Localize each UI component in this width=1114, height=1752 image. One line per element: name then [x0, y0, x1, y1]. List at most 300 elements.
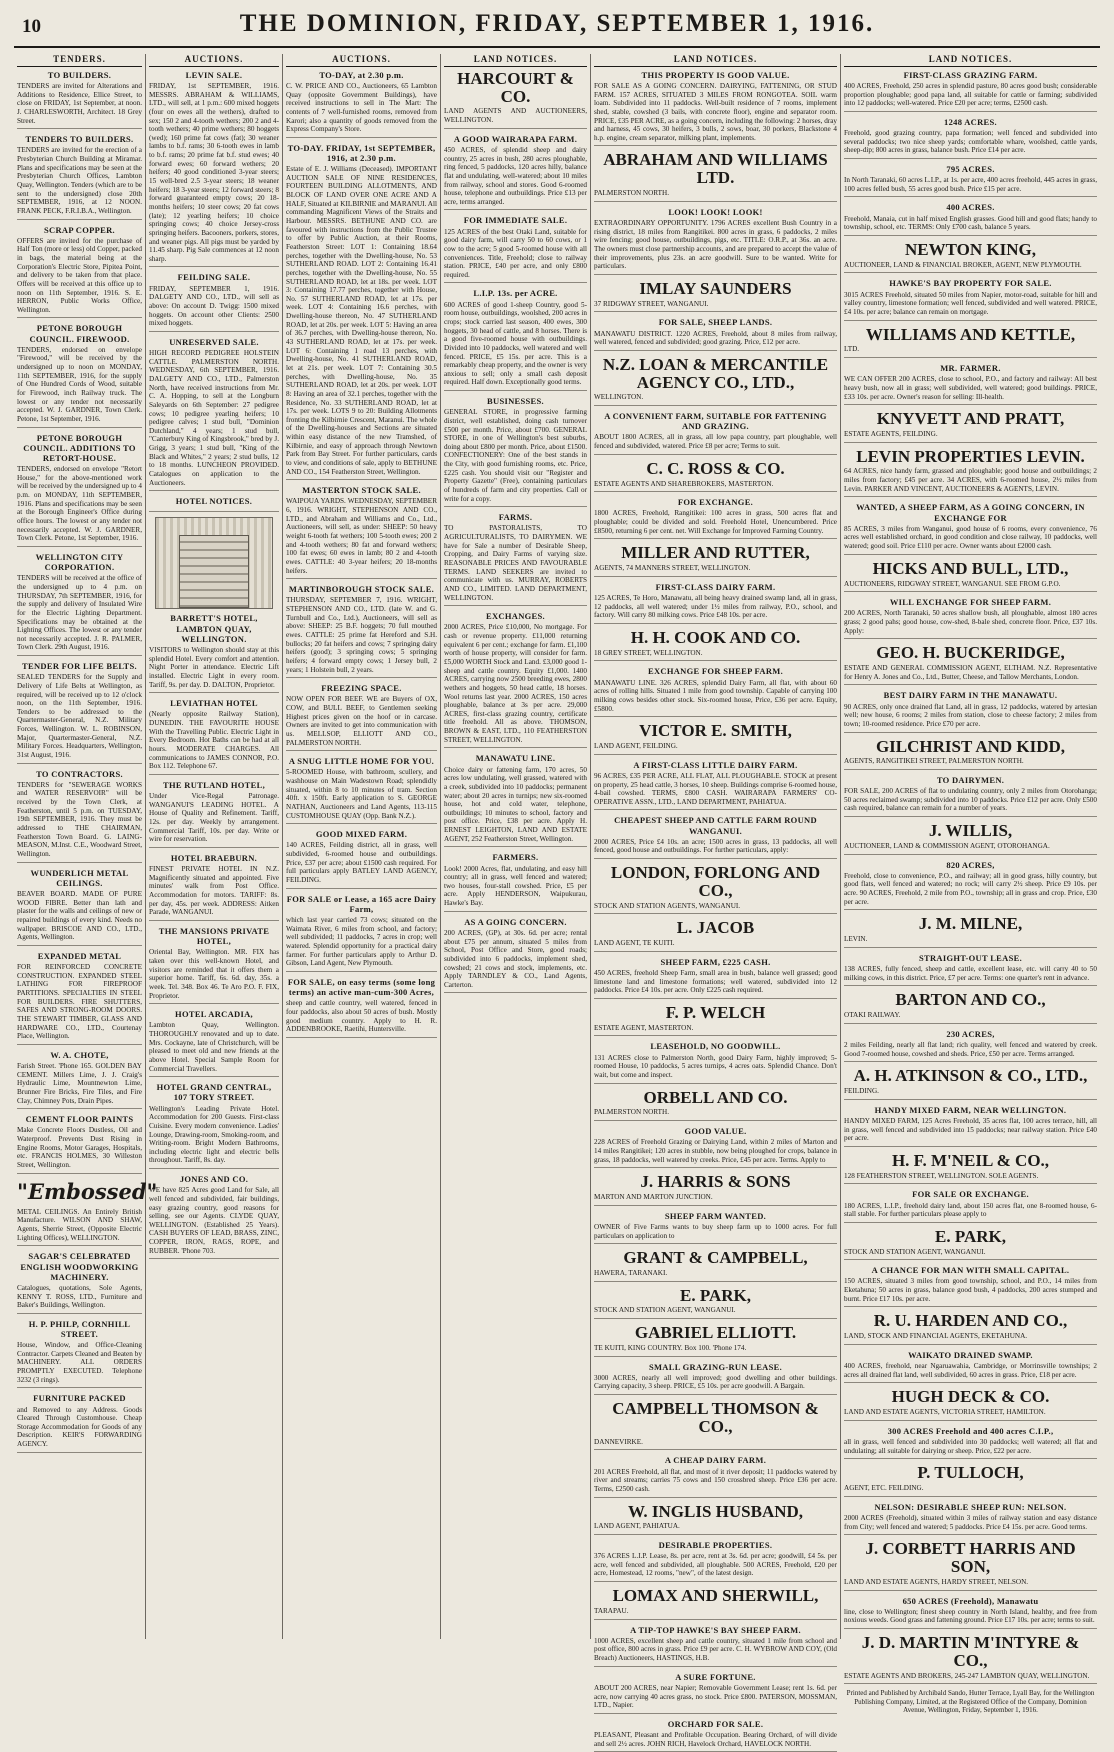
advertisement [844, 775, 1097, 817]
ad-body: 1800 ACRES, Freehold, Rangitikei: 100 acres in grass, 500 acres flat and ploughable; could be divided and sold. Freehold Hotel, Unencumbered. Price £8500, returning 6 per cent. net. Will Exchange for Improved Farming Country. [594, 509, 837, 535]
advertisement [844, 410, 1097, 442]
ad-body: AGENT, ETC. FEILDING. [844, 1484, 924, 1493]
advertisement [594, 1041, 837, 1083]
advertisement [844, 1152, 1097, 1184]
ad-body: WE CAN OFFER 200 ACRES, close to school, P.O., and factory and railway: All best heavy bush, now all in grass; well subdivided, well watered; good buildings. PRICE, £33 10s. per acre. Owner's reason for selling: Ill-health. [844, 375, 1097, 401]
ad-body: MANAWATU LINE. 326 ACRES, splendid Dairy Farm, all flat, with about 60 acres of rolling hills. Situated 1 mile from good township. Capable of carrying 100 milking cows besides other stock. Six-roomed house, Price, £36 per acre. Equity, £5800. [594, 678, 837, 713]
advertisement [844, 241, 1097, 273]
ad-body: 450 ACRES, of splendid sheep and dairy country, 25 acres in bush, 280 acres ploughable, ring fenced, 5 paddocks, 120 acres hilly, balance flat and undulating, well-watered; about 10 miles from railway, school and stores. Good 6-roomed house, telephone and outbuildings. Price £13 per acre, terms arranged. [444, 145, 587, 206]
advertisement [594, 151, 837, 201]
ad-body: METAL CEILINGS. An Entirely British Manufacture. WILSON AND SHAW, Agents, Sherrie Street, (Opposite Electric Lighting Offices), WELLINGTON. [17, 1207, 142, 1242]
advertisement [594, 1455, 837, 1497]
advertisement [844, 502, 1097, 554]
ad-headline: TO BUILDERS. [47, 69, 112, 80]
ad-headline: DESIRABLE PROPERTIES. [658, 1539, 773, 1550]
ad-body: 600 ACRES of good 1-sheep Country, good 5-room house, outbuildings, woolshed, 200 acres in crops; stock carried last season, 400 ewes, 300 hoggets, 30 head of cattle, and 8 horses. There is a good five-roomed house with outbuildings. Divided into 10 paddocks, well watered and well fenced. PRICE, £5 15s. per acre. This is a remarkably cheap property, and the owner is very anxious to sell; only a small cash deposit required. Half down. Exceptionally good terms. [444, 300, 587, 387]
advertisement [594, 1503, 837, 1535]
ad-body: FOR SALE AS A GOING CONCERN. DAIRYING, FATTENING, OR STUD FARM. 157 ACRES, SITUATED 3 MILES FROM RONGOTEA. SOIL warm loam. Subdivided into 11 paddocks. Well-built residence of 7 rooms, implement shed, stable, cowshed (3 bails, with concrete floor), engine and separator room. PRICE, £35 PER ACRE, as a going concern, including the following: 2 horses, dray and harness, 45 cows, 30 heifers, 3 bulls, 2 sows, boar, 30 porkers, Blackstone 4 h.p. engine, cream separator, milking plant, implements. [594, 81, 837, 142]
ad-headline: A TIP-TOP HAWKE'S BAY SHEEP FARM. [630, 1624, 801, 1635]
advertiser-name: L. JACOB [676, 918, 755, 938]
advertisement [17, 1114, 142, 1173]
ad-body: Under Vice-Regal Patronage. WANGANUI'S LEADING HOTEL. A House of Quality and Refinement. Tariff, 12s. per day. Weekly by arrangement. Commercial Tariff, 10s. per day. Write or wire for reservation. [149, 792, 279, 844]
ad-body: 228 ACRES of Freehold Grazing or Dairying Land, within 2 miles of Marton and 14 miles Rangitikei; 120 acres in stubble, now being ploughed for crops, balance in grass, 18 paddocks, well watered by creeks. Price, £45 per acre. Terms. Apply to [594, 1138, 837, 1164]
ad-headline: STRAIGHT-OUT LEASE. [918, 952, 1022, 963]
ad-body: LAND AGENT, PAHIATUA. [594, 1522, 680, 1531]
ad-headline: LEVIN SALE. [185, 69, 243, 80]
ad-headline: A SNUG LITTLE HOME FOR YOU. [288, 756, 435, 767]
advertisement [17, 134, 142, 219]
ad-body: DANNEVIRKE. [594, 1437, 643, 1446]
ad-headline: AS A GOING CONCERN. [464, 916, 567, 927]
ad-body: Look! 2000 Acres, flat, undulating, and easy hill country; all in grass, well fenced and watered; two houses, four-stall cowshed. Price, £5 per acre. Apply HENDERSON, Waipukurau, Hawke's Bay. [444, 864, 587, 908]
advertisement [844, 991, 1097, 1023]
ad-body: Wellington's Leading Private Hotel. Accommodation for 200 Guests. First-class Cuisine. Every modern convenience. Ladies' Lounge, Drawing-room, Smoking-room, and Writing-room. Bright Modern Bathrooms, including electric light and electric bells throughout. Tariff, 8s. day. [149, 1104, 279, 1165]
ad-body: 37 RIDGWAY STREET, WANGANUI. [594, 299, 709, 308]
advertisement [17, 1251, 142, 1313]
advertiser-name: J. D. MARTIN M'INTYRE & CO., [861, 1633, 1080, 1670]
advertisement [17, 1050, 142, 1109]
ad-body: Choice dairy or fattening farm, 170 acres, 50 acres low undulating, well grassed, watered with a creek, subdivided into 10 paddocks; permanent water; about 20 acres in turnips; new six-roomed house, hot and cold water, telephone, outbuildings; 10 minutes to school, factory and post office. Price, £38 per acre. Apply H. ERNEST LEIGHTON, LAND AND ESTATE AGENT, 252 Featherston Street, Wellington. [444, 765, 587, 843]
advertisement [17, 225, 142, 319]
ad-body: LAND AND ESTATE AGENTS, HARDY STREET, NELSON. [844, 1577, 1029, 1586]
advertisement [844, 1426, 1097, 1459]
ad-headline: HOTEL NOTICES. [175, 496, 253, 507]
advertisement [594, 1625, 837, 1667]
column-header: LAND NOTICES. [844, 54, 1097, 67]
ad-headline: WAIKATO DRAINED SWAMP. [908, 1349, 1033, 1360]
ad-body: 125 ACRES of the best Otaki Land, suitable for good dairy farm, will carry 50 to 60 cows, or 1 cow to the acre; 5 good 5-roomed house with all conveniences. Title, Freehold; close to railway station. PRICE, £40 per acre, and only £800 required. [444, 227, 587, 279]
ad-body: FRIDAY, SEPTEMBER 1, 1916. DALGETY AND CO., LTD., will sell as above: On account D. Twigg: 1500 mixed hoggets. On account other Clients: 2500 mixed hoggets. [149, 284, 279, 328]
advertisement [844, 1634, 1097, 1684]
advertisement [594, 1287, 837, 1319]
ad-headline: FOR SALE, on easy terms (some long terms) an active man-cum-300 Acres, [287, 976, 436, 998]
advertiser-name: MILLER AND RUTTER, [621, 543, 810, 563]
ad-body: Farish Street. 'Phone 165. GOLDEN BAY CEMENT. Millers Lime, J. J. Craig's Hydraulic Lime, Mountnewton Lime, Brunner Fire Bricks, Fire Tiles, and Fire Clay, Chimney Pots, Drain Pipes. [17, 1061, 142, 1105]
ad-headline: A SURE FORTUNE. [675, 1671, 756, 1682]
advertisement [17, 323, 142, 427]
advertisement [594, 919, 837, 951]
column-header: TENDERS. [17, 54, 142, 67]
ad-body: FEILDING. [844, 1087, 879, 1096]
advertisement [149, 496, 279, 512]
ad-body: ABOUT 1800 ACRES, all in grass, all low papa country, part ploughable, well fenced and subdivided, watered. Price £8 per acre; Terms to suit. [594, 433, 837, 451]
advertisement [594, 356, 837, 406]
advertisement [444, 288, 587, 391]
advertisement [17, 1319, 142, 1389]
column-header: AUCTIONS. [149, 54, 279, 67]
ad-body: 138 ACRES, fully fenced, sheep and cattle, excellent lease, etc. will carry 40 to 50 milking cows, in this district. Price, £7 per acre. Terms: one quarter's rent in advance. [844, 965, 1097, 982]
ad-headline: MANAWATU LINE. [475, 753, 556, 764]
publisher-imprint: Printed and Published by Archibald Sando, Hutter Terrace, Lyall Bay, for the Wellington Publishing Company, Limited, at the Registered Office of the Company, Dominion Avenue, Wellington, Friday, September 1, 1916. [846, 1689, 1095, 1715]
advertiser-name: E. PARK, [935, 1226, 1006, 1246]
column-5 [591, 54, 841, 1748]
advertiser-name: J. CORBETT HARRIS AND SON, [865, 1539, 1076, 1577]
ad-headline: FOR SALE, SHEEP LANDS. [658, 317, 773, 328]
advertisement [844, 1265, 1097, 1307]
ad-headline: FIRST-CLASS DAIRY FARM. [655, 581, 776, 592]
ad-body: TENDERS, endorsed on envelope "Retort House," for the above-mentioned work will be received by the undersigned up to 4 p.m. on MONDAY, 11th SEPTEMBER, 1916. Plans and specifications may be seen at the Borough Engineer's Office during office hours. The lowest or any tender not necessarily accepted. W. J. GARDNER, Town Clerk. Petone, 1st September, 1916. [17, 465, 142, 543]
advertisement [444, 611, 587, 748]
ad-headline: FARMS. [498, 512, 533, 523]
ad-headline: LOOK! LOOK! LOOK! [668, 206, 763, 217]
advertisement [844, 202, 1097, 235]
ad-body: sheep and cattle country, well watered, fenced in four paddocks, also about 50 acres of bush. Mostly good medium country. Apply to H. R. ADDENBROOKE, Raetihi, Huntersville. [286, 999, 437, 1034]
ad-headline: 400 ACRES. [946, 202, 995, 213]
advertisement [844, 117, 1097, 159]
ad-body: Freehold, good grazing country, papa formation; well fenced and subdivided into several paddocks; two nice sheep yards; comfortable whare, woolshed, cattle yards, sheep-dip; 800 acres in grass, balance bush. Price £14 per acre. [844, 129, 1097, 155]
advertisement [594, 629, 837, 661]
advertisement [844, 164, 1097, 197]
ad-body: 201 ACRES Freehold, all flat, and most of it river deposit; 11 paddocks watered by river and streams; carries 75 cows and 150 crossbred sheep. Price £36 per acre. Terms, £2500 cash. [594, 1467, 837, 1493]
advertiser-name: GABRIEL ELLIOTT. [634, 1323, 797, 1343]
ad-headline: A CHANCE FOR MAN WITH SMALL CAPITAL. [871, 1265, 1070, 1276]
advertisement [594, 1173, 837, 1205]
advertisement [149, 70, 279, 268]
ad-body: TENDERS are invited for the erection of a Presbyterian Church Building at Miramar. Plans and specifications may be seen at the Presbyterian Church Offices, Lambton Quay, Wellington. Tenders (which are to be sent to the undersigned) close 20th SEPTEMBER, 1916, at 12 NOON. FRANK PECK, F.R.I.B.A., Wellington. [17, 146, 142, 215]
ad-headline: H. P. PHILP, CORNHILL STREET. [28, 1318, 131, 1339]
advertisement [444, 70, 587, 129]
advertisement [594, 70, 837, 147]
ad-headline: FURNITURE PACKED [33, 1393, 126, 1404]
advertisement [844, 1029, 1097, 1062]
advertiser-name: GRANT & CAMPBELL, [623, 1248, 808, 1268]
advertisement [444, 396, 587, 507]
advertisement [286, 143, 437, 480]
ad-headline: UNRESERVED SALE. [169, 336, 259, 347]
advertiser-name: VICTOR E. SMITH, [639, 721, 792, 741]
ad-body: 131 ACRES close to Palmerston North, good Dairy Farm, highly improved; 5-roomed House, 10 paddocks, 5 acres turnips, 4 acres oats. Splendid Chance. Don't wait, but come and inspect. [594, 1053, 837, 1079]
ad-body: Freehold, Manaia, cut in half mixed English grasses. Good hill and good flats; handy to township, school, etc. TERMS: Only £700 cash, balance 5 years. [844, 214, 1097, 232]
ad-headline: MARTINBOROUGH STOCK SALE. [288, 584, 435, 595]
ad-headline: FOR SALE OR EXCHANGE. [912, 1189, 1029, 1200]
ad-headline: WELLINGTON CITY CORPORATION. [35, 551, 124, 573]
advertisement [444, 512, 587, 606]
advertisement [149, 337, 279, 491]
ad-body: MARTON AND MARTON JUNCTION. [594, 1193, 713, 1202]
ad-body: FINEST PRIVATE HOTEL IN N.Z. Magnificently situated and appointed. Five minutes' walk from Post Office. Accommodation for motors. TARIFF: 8s. per day, 45s. per week. ADDRESS: Aitken Parade, WANGANUI. [149, 865, 279, 917]
ad-body: 128 FEATHERSTON STREET, WELLINGTON. SOLE AGENTS. [844, 1171, 1039, 1180]
advertisement [149, 698, 279, 775]
advertisement [594, 1540, 837, 1582]
ad-headline: GOOD VALUE. [684, 1126, 747, 1137]
ad-body: OFFERS are invited for the purchase of Half Ton (more or less) old Copper, packed in bags, the material being at the Corporation's Electric Store, Pipitea Point, and delivery to be taken from that place. Offers will be received at this office up to noon on 11th September, 1916. S. E. HERRON, Public Works Office, Wellington. [17, 236, 142, 314]
ad-body: FRIDAY, 1st SEPTEMBER, 1916. MESSRS. ABRAHAM & WILLIAMS, LTD., will sell, at 1 p.m.: 600 mixed hoggets (four on ewes all the wethers), drafted to sex; 150 2 and 4-tooth wethers; 200 2 and 4-tooth wethers; 40 prime wethers; 80 hoggets (wed); 160 prime fat cows (fat); 30 weaner lambs to b.f. rams; 30 6-tooth ewes in lamb to b.f. rams; 20 prime fat b.f. stud ewes; 40 forward ewes; 60 forward wethers; 20 heifers; 40 good conditioned 3-year steers; 15 well-bred 2.5 3-year steers; 18 weaner heifers; 18 3-year steers; 12 forward steers; 8 forward guaranteed empty cows; 20 18-months heifers; 10 steer cows; 20 fat cows (late); 12 yearling heifers; 10 choice springing cows; 40 choice Jersey-cross springing heifers. Bacooners, porkers, stores, and weaner pigs. All pigs must be yarded by 11.45 sharp. Pig Sale commences at 12 noon sharp. [149, 81, 279, 263]
column-3 [283, 54, 441, 1639]
ad-headline: HOTEL GRAND CENTRAL, 107 TORY STREET. [156, 1082, 272, 1103]
ad-body: 125 ACRES, Te Horo, Manawatu, all being heavy drained swamp land, all in grass, 12 paddocks, all well watered; under 1½ miles from railway, P.O., school, and factory. Will carry 80 milking cows. Price £48 10s. per acre. [594, 594, 837, 620]
ad-body: LAND AND ESTATE AGENTS, VICTORIA STREET, HAMILTON. [844, 1408, 1046, 1417]
advertiser-name: WILLIAMS AND KETTLE, [865, 324, 1076, 344]
ad-headline: HAWKE'S BAY PROPERTY FOR SALE. [889, 278, 1052, 289]
ad-headline: THIS PROPERTY IS GOOD VALUE. [641, 69, 790, 80]
advertisement [844, 1540, 1097, 1590]
advertiser-name: J. HARRIS & SONS [640, 1172, 791, 1192]
ad-body: BEAVER BOARD. MADE OF PURE WOOD FIBRE. Better than lath and plaster for the walls and ceilings of new or repaired buildings of every kind. Needs no wallpaper. BRISCOE AND CO., LTD., Agents, Wellington. [17, 889, 142, 942]
ad-headline: LEASEHOLD, NO GOODWILL. [650, 1041, 781, 1052]
ad-body: LAND, STOCK AND FINANCIAL AGENTS, EKETAHUNA. [844, 1332, 1028, 1341]
ad-body: 2000 ACRES, Price £10,000, No mortgage. For cash or revenue property. £11,000 returning equivalent 6 per cent.; exchange for farm. £1,100 worth of house property, will consider for farm. £5,000 WORTH Stock and Land. £3,000 good 1-sheep and cattle country. Equity £1,000. 1400 ACRES, carrying now 2500 breeding ewes, 2800 wethers and hoggets, 50 head cattle, 18 horses. Wool returns last year. 2000 ACRES, 150 acres ploughable, balance at 3s per acre. 29,000 ACRES, first-class grazing country, certificate title freehold. All as above. THOMSON, BROWN & EAST, LTD., 110 FEATHERSTON STREET, WELLINGTON. [444, 623, 587, 744]
ad-body: TENDERS, endorsed on envelope "Firewood," will be received by the undersigned up to noon on MONDAY, 11th SEPTEMBER, 1916, for the supply of One Hundred Cords of Wood, suitable for Firewood, inch Railway truck. The lowest or any tender not necessarily accepted. W. J. GARDNER, Town Clerk. Petone, 1st September, 1916. [17, 345, 142, 423]
advertisement [594, 1211, 837, 1244]
hotel-building-illustration [155, 517, 273, 609]
advertisement [286, 485, 437, 579]
advertisement [844, 1105, 1097, 1147]
ad-body: Oriental Bay, Wellington. MR. FIX has taken over this well-known Hotel, and visitors are reminded that it offers them a superior home. Tariff, 6s. 6d. day, 35s. a week. Tel. 348. Box 46. Te Aro P.O. F. FIX, Proprietor. [149, 948, 279, 1000]
ad-body: ABOUT 200 ACRES, near Napier; Removable Government Lease; rent 1s. 6d. per acre, now carrying 40 acres grass, no stock. Price £800. PATERSON, MOSSMAN, LTD., Napier. [594, 1683, 837, 1710]
advertisement [594, 1587, 837, 1619]
ad-body: VISITORS to Wellington should stay at this splendid Hotel. Every comfort and attention. Night Porter in attendance. Electric Lift installed. Electric Light in every room. Tariff, 9s. per day. D. DALTON, Proprietor. [149, 646, 279, 689]
column-header: LAND NOTICES. [594, 54, 837, 67]
advertisement [594, 280, 837, 312]
ad-headline: TENDER FOR LIFE BELTS. [22, 661, 137, 672]
ad-body: 3015 ACRES Freehold, situated 50 miles from Napier, motor-road, suitable for hill and valley country, limestone formation; well fenced, subdivided and well watered. PRICE, £4 10s. per acre; balance can remain on mortgage. [844, 290, 1097, 316]
advertisement [594, 460, 837, 492]
advertiser-name: BARTON AND CO., [895, 990, 1046, 1010]
ad-headline: 795 ACRES. [946, 164, 995, 175]
ad-body: AGENTS, 74 MANNERS STREET, WELLINGTON. [594, 564, 751, 573]
ad-headline: W. A. CHOTE, [50, 1049, 109, 1060]
advertisement [594, 815, 837, 859]
advertisement [594, 1719, 837, 1752]
advertisement [286, 584, 437, 678]
ad-body: THURSDAY, SEPTEMBER 7, 1916. WRIGHT, STEPHENSON AND CO., LTD. (late W. and G. Turnbull and Co., Ltd.), Auctioneers, will sell as above: SHEEP: 25 B.F. hoggets; 70 full mouthed ewes. CATTLE: 25 prime fat Hereford and S.H. bullocks; 20 fat heifers and cows; 7 springing dairy heifers (good); 3 springing cows; 5 springing heifers; 4 forward empty cows; 1 Jersey bull, 2 years; 1 Holstein bull, 2 years. [286, 596, 437, 674]
ad-body: PLEASANT, Pleasant and Profitable Occupation. Bearing Orchard, of will divide and sell 2½ acres. JOHN RICH, Havelock Orchard, HAVELOCK NORTH. [594, 1730, 837, 1748]
advertiser-name: A. H. ATKINSON & CO., LTD., [853, 1066, 1088, 1086]
ad-body: FOR REINFORCED CONCRETE CONSTRUCTION. EXPANDED STEEL LATHING FOR FIREPROOF PARTITIONS. SPECIALTIES IN STEEL FOR BUILDERS. FIRE SHUTTERS, SAFES AND STRONG-ROOM DOORS. THE STEWART TIMBER, GLASS AND HARDWARE CO., LTD., Courtenay Place, Wellington. [17, 963, 142, 1041]
advertisement [844, 1464, 1097, 1496]
advertisement [594, 582, 837, 624]
ad-headline: MASTERTON STOCK SALE. [302, 485, 421, 496]
ad-headline: SAGAR'S CELEBRATED ENGLISH WOODWORKING MACHINERY. [20, 1251, 139, 1282]
ad-headline: 300 ACRES Freehold and 400 acres C.I.P., [887, 1425, 1054, 1436]
ad-headline: WUNDERLICH METAL CEILINGS. [30, 867, 129, 888]
ad-body: LAND AGENTS AND AUCTIONEERS, WELLINGTON. [444, 107, 587, 125]
advertisement [594, 957, 837, 999]
advertisement [444, 917, 587, 994]
advertisement [844, 1189, 1097, 1222]
advertisement [594, 1249, 837, 1281]
ad-body: GENERAL STORE, in progressive farming district, well established, doing cash turnover £500 per month. Price, about £700. GENERAL STORE, in one of Wellington's best suburbs, doing about £800 per month. Price, about £1500. CONFECTIONERY: One of the best stands in the City, with good furnishing rooms, etc. Price, £225 cash. You should visit our "Register and Property Gazette" (Free), containing particulars of hundreds of farm and city properties. Call or write for a copy. [444, 408, 587, 503]
paper-title: THE DOMINION, FRIDAY, SEPTEMBER 1, 1916. [239, 10, 875, 37]
ad-headline: SHEEP FARM, £225 CASH. [660, 956, 771, 967]
ad-body: 400 ACRES, freehold, near Ngaruawahia, Cambridge, or Morrinsville townships; 2 acres all drained flat land, well subdivided, 60 acres in grass. Price, £18 per acre. [844, 1362, 1097, 1379]
advertisement [594, 1400, 837, 1450]
ad-headline: A FIRST-CLASS LITTLE DAIRY FARM. [633, 759, 798, 770]
advertisement [594, 1004, 837, 1036]
ad-body: PALMERSTON NORTH. [594, 189, 670, 198]
ad-headline: FOR SALE or Lease, a 165 acre Dairy Farm, [286, 893, 437, 914]
ad-body: and Removed to any Address. Goods Cleared Through Customhouse. Cheap Storage Accommodation for Goods of any Description. KEIR'S FORWARDING AGENCY. [17, 1405, 142, 1449]
advertisement [844, 644, 1097, 685]
ad-body: ESTATE AGENTS AND BROKERS, 245-247 LAMBTON QUAY, WELLINGTON. [844, 1671, 1090, 1680]
ad-headline: FARMERS. [492, 852, 539, 863]
advertiser-name: LONDON, FORLONG AND CO., [610, 863, 821, 900]
ad-body: line, close to Wellington; finest sheep country in North Island, healthy, and free from noxious weeds. Good grass and fattening ground. Price £17 10s. per acre; terms to suit. [844, 1607, 1097, 1625]
advertiser-name: H. H. COOK AND CO. [630, 627, 801, 647]
advertisement [444, 852, 587, 911]
ad-body: SEALED TENDERS for the Supply and Delivery of Life Belts at Wellington, as required, will be received up to 12 o'clock noon, on the 11th September, 1916. Tenders to be addressed to the Quartermaster-General, N.Z. Military Forces, Wellington. W. L. ROBINSON, Major, Quartermaster-General, N.Z. Military Forces. Headquarters, Wellington, 31st August, 1916. [17, 673, 142, 760]
ad-body: HANDY MIXED FARM, 125 Acres Freehold, 35 acres flat, 100 acres terrace, hill, all in grass, well fenced and subdivided into 15 paddocks; near railway station. Price £40 per acre. [844, 1116, 1097, 1143]
advertisement [844, 70, 1097, 112]
advertisement [149, 780, 279, 848]
ad-body: WELLINGTON. [594, 393, 644, 402]
ad-body: which last year carried 73 cows; situated on the Waimata River, 6 miles from school, and factory; well subdivided; 11 paddocks, 7 acres in crop; well watered. Splendid opportunity for a practical dairy farmer. For further particulars apply to Arthur D. Gibson, Land Agent, New Plymouth. [286, 916, 437, 968]
advertiser-name: W. INGLIS HUSBAND, [627, 1501, 804, 1521]
advertisement [844, 278, 1097, 320]
ad-body: TO PASTORALISTS, TO AGRICULTURALISTS, TO DAIRYMEN. WE have for Sale a number of Desirable Sheep, Cropping, and Dairy Farms of varying size. REASONABLE PRICES AND FAVOURABLE TERMS. LAND SEEKERS are invited to communicate with us. MURRAY, ROBERTS AND CO., LIMITED. LAND DEPARTMENT, WELLINGTON. [444, 524, 587, 602]
advertiser-name: LEVIN PROPERTIES LEVIN. [856, 446, 1085, 466]
ad-body: STOCK AND STATION AGENT, WANGANUI. [594, 1306, 736, 1315]
ad-headline: FOR EXCHANGE. [677, 497, 754, 508]
column-header: LAND NOTICES. [444, 54, 587, 67]
ad-body: House, Window, and Office-Cleaning Contractor. Carpets Cleaned and Beaten by MACHINERY. ALL ORDERS PROMPTLY EXECUTED. Telephone 3232 (3 rings). [17, 1341, 142, 1384]
ad-body: 2 miles Feilding, nearly all flat land; rich quality, well fenced and watered by creek. Good 7-roomed house, cowshed and sheds. Price, £50 per acre. Terms arranged. [844, 1040, 1097, 1058]
ad-headline: BUSINESSES. [487, 396, 544, 407]
advertisement [594, 864, 837, 914]
advertisement [17, 433, 142, 547]
ad-body: OTAKI RAILWAY. [844, 1011, 901, 1020]
advertiser-name: NEWTON KING, [905, 239, 1036, 259]
ad-headline: A CHEAP DAIRY FARM. [664, 1455, 767, 1466]
advertisement [844, 1388, 1097, 1420]
ad-headline: WANTED, A SHEEP FARM, AS A GOING CONCERN, IN EXCHANGE FOR [856, 502, 1085, 523]
ad-body: ESTATE AGENTS, FEILDING. [844, 429, 938, 438]
ad-headline: 650 ACRES (Freehold), Manawatu [902, 1595, 1039, 1606]
ad-headline: L.I.P. 13s. per ACRE. [473, 288, 558, 299]
advertisement [594, 207, 837, 275]
ad-body: HIGH RECORD PEDIGREE HOLSTEIN CATTLE. PALMERSTON NORTH. WEDNESDAY, 6th SEPTEMBER, 1916. DALGETY AND CO., LTD., Palmerston North, have received instructions from Mr. C. A. Hopping, to sell at the Longburn Saleyards on 6th September: 27 pedigree cows; 10 pedigree yearling heifers; 10 pedigree calves; 1 stud bull, "Dominion Dutchland," 4 years; 1 stud bull, "Canterbury King of Kingsbrook," bred by J. Grigg, 3 years; 1 stud bull, "King of the Black and Whites," 2 years; 2 stud bulls, 12 to 18 months. LUNCHEON PROVIDED. Catalogues on application to the Auctioneers. [149, 349, 279, 487]
ad-body: Estate of E. J. Williams (Deceased). IMPORTANT AUCTION SALE OF NINE RESIDENCES, FOURTEEN BUILDING ALLOTMENTS, AND BLOCK OF LAND OVER ONE ACRE AND A HALF, Situated at KILBIRNIE and MARANUI. All commanding Magnificent Views of the Straits and Harbour. MESSRS. BETHUNE AND CO. are favoured with instructions from the Public Trustee to offer by Public Auction, at their Rooms, Featherston Street: LOT 1: Containing 18.64 perches, together with the Dwelling-house, No. 53 SUTHERLAND ROAD. LOT 2: Containing 16.41 perches, together with the Dwelling-house, No. 55 SUTHERLAND ROAD, let at 18s. per week. LOT 3: Containing 17.77 perches, together with House, No. 57 SUTHERLAND ROAD, let at 17s. per week. LOT 4: Containing 16.6 perches, with Dwelling-house thereon, No. 47 SUTHERLAND ROAD, let at 20s. per week. LOT 5: Having an area of 36.7 perches, with Dwelling-house thereon, No. 43 SUTHERLAND ROAD, let at 17s. per week. LOT 6: Containing 1 road 13 perches, with Dwelling-house, No. 41 SUTHERLAND ROAD, let at 21s. per week. LOT 7: Containing 30.5 perches, with Dwelling-house, No. 35 SUTHERLAND ROAD, let at 20s. per week. LOT 8: Having an area of 32.1 perches, together with the Residence, No. 33 SUTHERLAND ROAD, let at 17s. per week. LOTS 9 to 20: Building Allotments fronting the Kilbirnie Crescent, Maranui. The whole of the Dwelling-houses and Sections are situated within easy distance of the new Tramshed, of Kilbirnie, and easy of approach through Newtown Park from Bay Street. For further particulars, cards to view, and conditions of sale, apply to BETHUNE AND CO., 154 Featherston Street, Wellington. [286, 165, 437, 476]
ad-headline: NELSON: DESIRABLE SHEEP RUN: NELSON. [874, 1501, 1067, 1512]
advertisement [286, 829, 437, 888]
ad-body: AUCTIONEER, LAND & COMMISSION AGENT, OTOROHANGA. [844, 841, 1050, 850]
advertisement [844, 822, 1097, 854]
page-number: 10 [22, 16, 41, 37]
ad-headline: SCRAP COPPER. [44, 224, 115, 235]
advertisement [149, 926, 279, 1004]
advertisement [286, 977, 437, 1038]
ad-body: LAND AGENT, TE KUITI. [594, 939, 675, 948]
advertisement [594, 666, 837, 717]
advertisement [844, 560, 1097, 592]
advertiser-name: GEO. H. BUCKERIDGE, [876, 643, 1065, 663]
ad-headline: HOTEL ARCADIA, [175, 1009, 253, 1020]
ad-body: Catalogues, quotations, Sole Agents, KENNY T. ROSS, LTD., Furniture and Baker's Buildings, Wellington. [17, 1283, 142, 1310]
advertisement [844, 363, 1097, 405]
ad-body: LEVIN. [844, 935, 868, 944]
column-4 [441, 54, 591, 1639]
advertisement [149, 272, 279, 331]
advertisement [844, 1350, 1097, 1383]
ad-body: 140 ACRES, Feilding district, all in grass, well subdivided, 6-roomed house and outbuildings. Price, £37 per acre; about £1500 cash required. For full particulars apply BATLEY LAND AGENCY, FEILDING. [286, 841, 437, 884]
ad-headline: HOTEL BRAEBURN. [170, 852, 258, 863]
advertisement [844, 690, 1097, 732]
ad-body: 376 ACRES L.I.P. Lease, 8s. per acre, rent at 3s. 6d. per acre; goodwill, £4 5s. per acre, well fenced and subdivided, all ploughable. 500 ACRES, Freehold, £20 per acre, Homestead, 12 rooms, "new", of the latest design. [594, 1552, 837, 1578]
ad-headline: CEMENT FLOOR PAINTS [25, 1114, 134, 1125]
column-2 [146, 54, 283, 1639]
advertiser-name: J. WILLIS, [928, 821, 1013, 841]
advertiser-name: HICKS AND BULL, LTD., [872, 558, 1069, 578]
advertisement [286, 894, 437, 972]
advertisement [844, 915, 1097, 947]
ad-headline: BEST DAIRY FARM IN THE MANAWATU. [883, 690, 1058, 701]
ad-headline: A GOOD WAIRARAPA FARM. [453, 133, 578, 144]
advertiser-name: R. U. HARDEN AND CO., [873, 1311, 1068, 1331]
advertiser-name: HARCOURT & CO. [457, 68, 574, 106]
ad-headline: HANDY MIXED FARM, NEAR WELLINGTON. [874, 1104, 1067, 1115]
advertisement [844, 1596, 1097, 1629]
advertisement [17, 1178, 158, 1247]
advertisement [17, 70, 142, 129]
advertiser-name: N.Z. LOAN & MERCANTILE AGENCY CO., LTD., [602, 354, 829, 392]
ad-body: Freehold, close to convenience, P.O., and railway; all in good grass, hilly country, but good flats, well fenced and watered; no rock; will carry 2½ sheep. Price £9 10s. per acre. 90 ACRES, Freehold, 2 mile from P.O., township; all in grass and crop. Price, £30 per acre. [844, 871, 1097, 906]
advertiser-name: KNYVETT AND PRATT, [876, 409, 1065, 429]
ad-body: FOR SALE, 200 ACRES of flat to undulating country, only 2 miles from Otorohanga; 50 acres reclaimed swamp; subdivided into 10 paddocks. Price £12 per acre. Only £500 cash required, balance can remain for a number of years. [844, 787, 1097, 813]
advertisement [844, 1067, 1097, 1099]
ad-body: 450 ACRES, freehold Sheep Farm, small area in bush, balance well grassed; good limestone land and limestone formations; well watered, subdivided into 12 paddocks. Price £4 10s. per acre. Only £225 cash required. [594, 969, 837, 995]
ad-headline: EXPANDED METAL [37, 950, 122, 961]
ad-headline: FOR IMMEDIATE SALE. [463, 215, 568, 226]
ad-headline: FREEZING SPACE. [321, 683, 402, 694]
ad-body: 64 ACRES, nice handy farm, grassed and ploughable; good house and outbuildings; 2 miles from factory; £45 per acre. 34 ACRES, with 6-roomed house, 2½ miles from Levin. PARKER AND VINCENT, AUCTIONEERS & AGENTS, LEVIN. [844, 467, 1097, 493]
ad-body: ESTATE AGENT, MASTERTON. [594, 1023, 694, 1032]
ad-body: STOCK AND STATION AGENT, WANGANUI. [844, 1247, 986, 1256]
advertisement [444, 753, 587, 847]
ad-body: Make Concrete Floors Dustless, Oil and Waterproof. Prevents Dust Rising in Engine Rooms, Motor Garages, Hospitals, etc. FRANCIS HOLMES, 30 Willeston Street, Wellington. [17, 1126, 142, 1169]
ad-body: AUCTIONEER, LAND & FINANCIAL BROKER, AGENT, NEW PLYMOUTH. [844, 260, 1082, 269]
ad-headline: EXCHANGE FOR SHEEP FARM. [647, 666, 784, 677]
ad-body: TENDERS are invited for Alterations and Additions to Residence, Ellice Street, to close on FRIDAY, 1st September, at noon. J. CHARLESWORTH, Architect. 18 Grey Street. [17, 81, 142, 125]
advertiser-name: E. PARK, [680, 1285, 751, 1305]
advertisement [594, 1126, 837, 1168]
ad-headline: "Embossed" [17, 1178, 158, 1204]
ad-body: 5-ROOMED House, with bathroom, scullery, and washhouse on Main Wadestown Road; splendidly situated, within 8 to 10 minutes of tram. Section 40ft. x 150ft. Early application to S. GEORGE NATHAN, Auctioneers and Land Agents, 113-115 CUSTOMHOUSE QUAY (Opp. Bank N.Z.). [286, 768, 437, 820]
ad-body: TARAPAU. [594, 1606, 629, 1615]
column-1 [14, 54, 158, 1639]
advertiser-name: GILCHRIST AND KIDD, [875, 736, 1066, 756]
ad-body: STOCK AND STATION AGENTS, WANGANUI. [594, 901, 741, 910]
advertisement [844, 326, 1097, 358]
ad-headline: GOOD MIXED FARM. [315, 829, 408, 840]
advertisement [286, 683, 437, 751]
advertisement [844, 1312, 1097, 1344]
ad-headline: FIRST-CLASS GRAZING FARM. [903, 69, 1038, 80]
ad-headline: 230 ACRES, [946, 1028, 995, 1039]
ad-headline: TO-DAY, at 2.30 p.m. [319, 69, 404, 80]
advertisement [286, 70, 437, 138]
advertiser-name: J. M. MILNE, [918, 914, 1023, 934]
ad-body: (Nearly opposite Railway Station), DUNEDIN. THE FAVOURITE HOUSE With the Travelling Public. Electric Light in Every Bedroom. Hot Baths can be had at all hours. MODERATE CHARGES. All communications to JAMES CONNOR, P.O. Box 112. Telephone 67. [149, 710, 279, 771]
advertisement [286, 756, 437, 824]
advertiser-name: IMLAY SAUNDERS [639, 278, 792, 298]
ad-body: In North Taranaki, 60 acres L.I.P., at 1s. per acre, 400 acres freehold, 445 acres in grass, 100 acres felled bush, 55 acres good bush. Price £15 per acre. [844, 176, 1097, 193]
ad-body: 200 ACRES, (GP), at 30s. 6d. per acre; rental about £75 per annum, situated 5 miles from School, Post Office and Store, good roads; subdivided into 6 paddocks, implement shed, cowshed; 21 cows and stock, implements, etc. Apply TARNDLEY & CO., Land Agents, Carterton. [444, 928, 587, 989]
advertiser-name: ORBELL AND CO. [643, 1087, 788, 1107]
ad-headline: PETONE BOROUGH COUNCIL. FIREWOOD. [29, 323, 130, 344]
advertiser-name: F. P. WELCH [665, 1003, 766, 1022]
ad-body: C. W. PRICE AND CO., Auctioneers, 65 Lambton Quay (opposite Government Buildings), have received instructions to sell in The Mart: The contents of 7 well-furnished rooms, removed from Karori; also a quantity of goods removed from the Express Company's Store. [286, 81, 437, 134]
ad-body: WE have 825 Acres good Land for Sale, all well fenced and subdivided, fair buildings, easy grazing country, good reasons for selling, see our Agents. CLYDE QUAY, WELLINGTON. (Established 25 Years). CASH BUYERS OF LEAD, BRASS, ZINC, COPPER, IRON, RAGS, ROPE, and RUBBER. 'Phone 703. [149, 1186, 279, 1255]
ad-body: PALMERSTON NORTH. [594, 1108, 670, 1117]
advertisement [17, 1393, 142, 1452]
ad-headline: CHEAPEST SHEEP AND CATTLE FARM ROUND WANGANUI. [614, 815, 817, 836]
ad-body: 2000 ACRES, Price £4 10s. an acre; 1500 acres in grass, 13 paddocks, all well fenced, good house and outbuildings. For further particulars, apply: [594, 837, 837, 855]
advertiser-name: P. TULLOCH, [917, 1463, 1024, 1483]
ad-body: 1000 ACRES, excellent sheep and cattle country, situated 1 mile from school and post office, 800 acres in grass. Price £9 per acre. C. H. WYBROW AND COY, (Old Breach) Auctioneers, HASTINGS, H.B. [594, 1636, 837, 1663]
advertisement [149, 1174, 279, 1259]
ad-body: NOW OPEN FOR BEEF. WE are Buyers of OX, COW, and BULL BEEF, to Gentlemen seeking Highest prices given on the hoof or in carcase. Owners are invited to get into communication with us. MELLSOP, ELLIOTT AND CO., PALMERSTON NORTH. [286, 695, 437, 747]
ad-body: 2000 ACRES (Freehold), situated within 3 miles of railway station and easy distance from City; well fenced and watered; 5 paddocks. Price £4 15s. per acre. Good terms. [844, 1513, 1097, 1531]
